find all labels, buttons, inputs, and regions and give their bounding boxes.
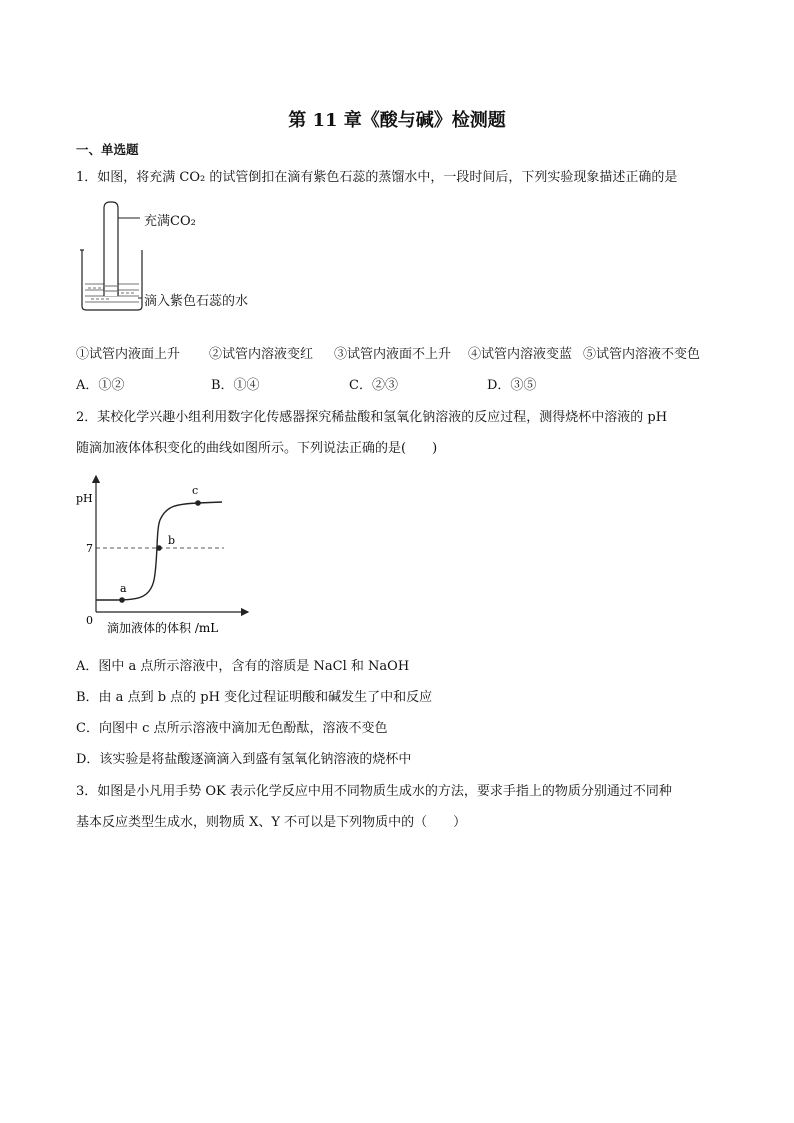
q1-statement-4: ④试管内溶液变蓝 [468, 347, 573, 362]
test-tube [104, 202, 118, 296]
x-axis-label: 滴加液体的体积 /mL [107, 621, 219, 635]
q1-statement-1: ①试管内液面上升 [76, 347, 181, 362]
point-a [119, 597, 125, 603]
point-b [156, 545, 162, 551]
q2-ph-chart [76, 470, 276, 640]
q1-label-water: 滴入紫色石蕊的水 [144, 294, 249, 309]
origin-label: 0 [86, 614, 93, 627]
point-c-label: c [192, 484, 199, 497]
q2-option-c[interactable]: C．向图中 c 点所示溶液中滴加无色酚酞，溶液不变色 [76, 721, 388, 736]
q2-option-b[interactable]: B．由 a 点到 b 点的 pH 变化过程证明酸和碱发生了中和反应 [76, 690, 433, 705]
y-tick-7: 7 [86, 542, 93, 555]
q2-stem-line2: 随滴加液体体积变化的曲线如图所示。下列说法正确的是( ) [76, 441, 438, 456]
q2-option-a[interactable]: A．图中 a 点所示溶液中，含有的溶质是 NaCl 和 NaOH [76, 659, 410, 674]
q1-option-d[interactable]: D．③⑤ [487, 378, 537, 393]
section-heading: 一、单选题 [76, 142, 139, 157]
q1-label-tube: 充满CO₂ [144, 214, 196, 229]
q1-statement-3: ③试管内液面不上升 [334, 347, 452, 362]
y-axis-label: pH [76, 492, 93, 505]
q1-option-a[interactable]: A．①② [76, 378, 125, 393]
q1-statement-2: ②试管内溶液变红 [209, 347, 314, 362]
q3-stem-line2: 基本反应类型生成水，则物质 X、Y 不可以是下列物质中的（ ） [76, 815, 467, 830]
point-a-label: a [120, 582, 127, 595]
q1-option-b[interactable]: B．①④ [211, 378, 260, 393]
point-b-label: b [168, 534, 176, 547]
ph-curve [96, 502, 222, 600]
page-title: 第 11 章《酸与碱》检测题 [288, 110, 506, 131]
q1-option-c[interactable]: C．②③ [349, 378, 398, 393]
q2-option-d[interactable]: D．该实验是将盐酸逐滴滴入到盛有氢氧化钠溶液的烧杯中 [76, 752, 412, 767]
point-c [195, 500, 201, 506]
q3-stem-line1: 3．如图是小凡用手势 OK 表示化学反应中用不同物质生成水的方法，要求手指上的物质分别通过不同种 [76, 784, 672, 799]
q1-stem: 1．如图，将充满 CO₂ 的试管倒扣在滴有紫色石蕊的蒸馏水中，一段时间后，下列实验现象描述正确的是 [76, 170, 678, 185]
q1-statement-5: ⑤试管内溶液不变色 [583, 347, 701, 362]
q2-stem-line1: 2．某校化学兴趣小组利用数字化传感器探究稀盐酸和氢氧化钠溶液的反应过程，测得烧杯中溶液的 pH [76, 410, 668, 425]
